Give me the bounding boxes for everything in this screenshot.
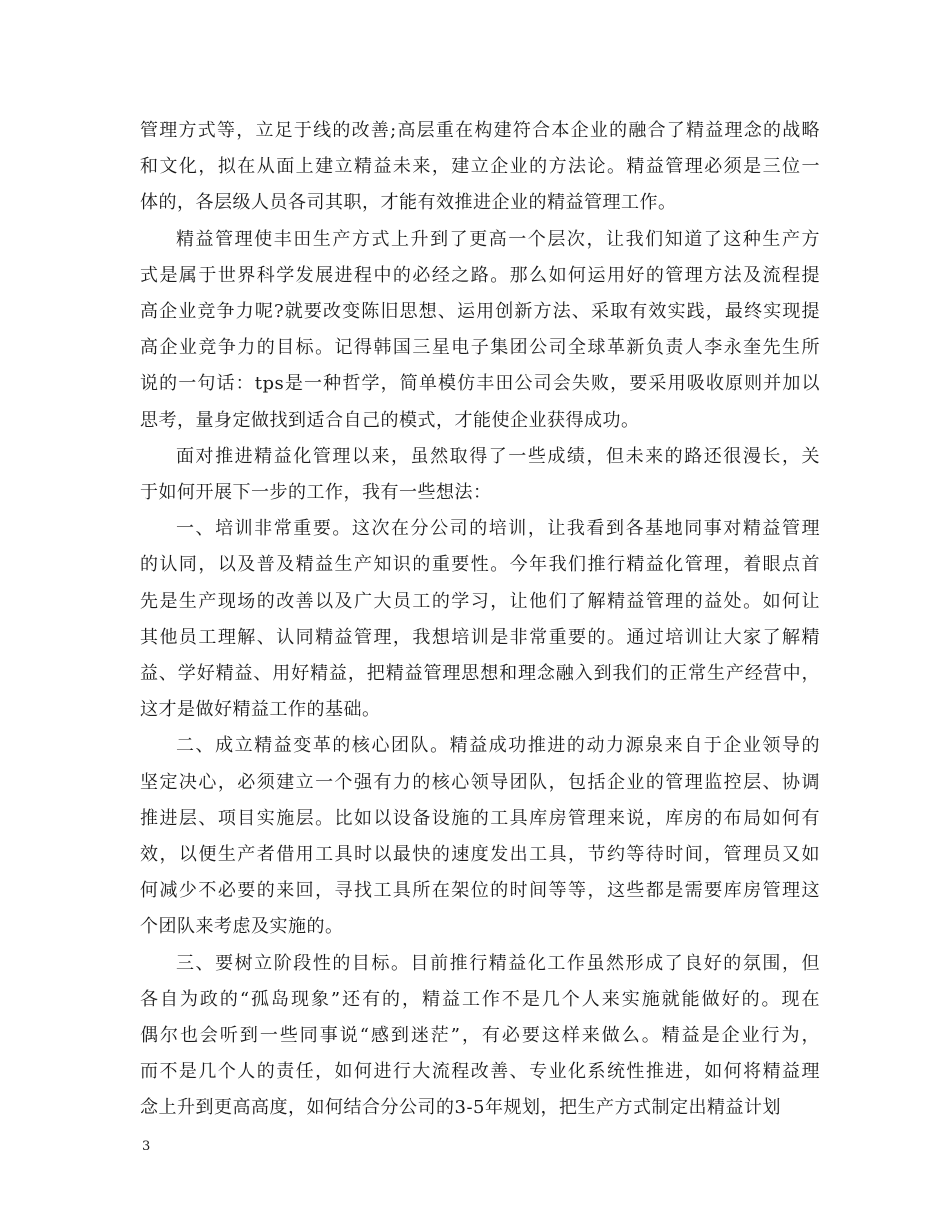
text-line: 面对推进精益化管理以来，虽然取得了一些成绩，但未来的路还很漫长，关 <box>176 445 820 467</box>
text-line: 坚定决心，必须建立一个强有力的核心领导团队，包括企业的管理监控层、协调 <box>140 771 820 793</box>
text-line: 说的一句话：tps是一种哲学，简单模仿丰田公司会失败，要采用吸收原则并加以 <box>140 373 820 395</box>
text-line: 偶尔也会听到一些同事说“感到迷茫”，有必要这样来做么。精益是企业行为， <box>140 1025 820 1047</box>
text-line: 高企业竞争力的目标。记得韩国三星电子集团公司全球革新负责人李永奎先生所 <box>140 337 820 359</box>
paragraph <box>140 222 820 439</box>
text-line: 管理方式等，立足于线的改善;高层重在构建符合本企业的融合了精益理念的战略 <box>140 120 820 141</box>
text-line: 精益管理使丰田生产方式上升到了更高一个层次，让我们知道了这种生产方 <box>176 228 820 250</box>
text-line: 一、培训非常重要。这次在分公司的培训，让我看到各基地同事对精益管理 <box>176 518 820 540</box>
text-line: 体的，各层级人员各司其职，才能有效推进企业的精益管理工作。 <box>140 192 677 214</box>
text-line: 益、学好精益、用好精益，把精益管理思想和理念融入到我们的正常生产经营中， <box>140 663 820 685</box>
paragraph <box>140 511 820 728</box>
paragraph <box>140 728 820 945</box>
paragraph <box>140 946 820 1127</box>
text-line: 念上升到更高高度，如何结合分公司的3-5年规划，把生产方式制定出精益计划 <box>140 1097 781 1119</box>
text-line: 这才是做好精益工作的基础。 <box>140 699 381 721</box>
text-line: 于如何开展下一步的工作，我有一些想法： <box>140 482 492 504</box>
paragraph <box>140 113 820 222</box>
text-line: 先是生产现场的改善以及广大员工的学习，让他们了解精益管理的益处。如何让 <box>140 590 820 612</box>
text-line: 三、要树立阶段性的目标。目前推行精益化工作虽然形成了良好的氛围，但 <box>176 952 820 974</box>
text-line: 其他员工理解、认同精益管理，我想培训是非常重要的。通过培训让大家了解精 <box>140 626 820 648</box>
text-line: 的认同，以及普及精益生产知识的重要性。今年我们推行精益化管理，着眼点首 <box>140 554 820 576</box>
text-line: 何减少不必要的来回，寻找工具所在架位的时间等等，这些都是需要库房管理这 <box>140 880 820 902</box>
paragraph <box>140 439 820 511</box>
text-line: 各自为政的“孤岛现象”还有的，精益工作不是几个人来实施就能做好的。现在 <box>140 988 820 1010</box>
text-line: 个团队来考虑及实施的。 <box>140 916 344 938</box>
text-line: 而不是几个人的责任，如何进行大流程改善、专业化系统性推进，如何将精益理 <box>140 1061 820 1083</box>
text-line: 式是属于世界科学发展进程中的必经之路。那么如何运用好的管理方法及流程提 <box>140 264 820 286</box>
text-line: 效，以便生产者借用工具时以最快的速度发出工具，节约等待时间，管理员又如 <box>140 844 820 866</box>
text-line: 二、成立精益变革的核心团队。精益成功推进的动力源泉来自于企业领导的 <box>176 735 820 757</box>
page-number: 3 <box>142 1139 151 1154</box>
text-line: 和文化，拟在从面上建立精益未来，建立企业的方法论。精益管理必须是三位一 <box>140 156 820 178</box>
text-line: 高企业竞争力呢?就要改变陈旧思想、运用创新方法、采取有效实践，最终实现提 <box>140 301 820 323</box>
text-line: 思考，量身定做找到适合自己的模式，才能使企业获得成功。 <box>140 409 640 431</box>
document-body <box>140 113 820 1127</box>
text-line: 推进层、项目实施层。比如以设备设施的工具库房管理来说，库房的布局如何有 <box>140 807 820 829</box>
